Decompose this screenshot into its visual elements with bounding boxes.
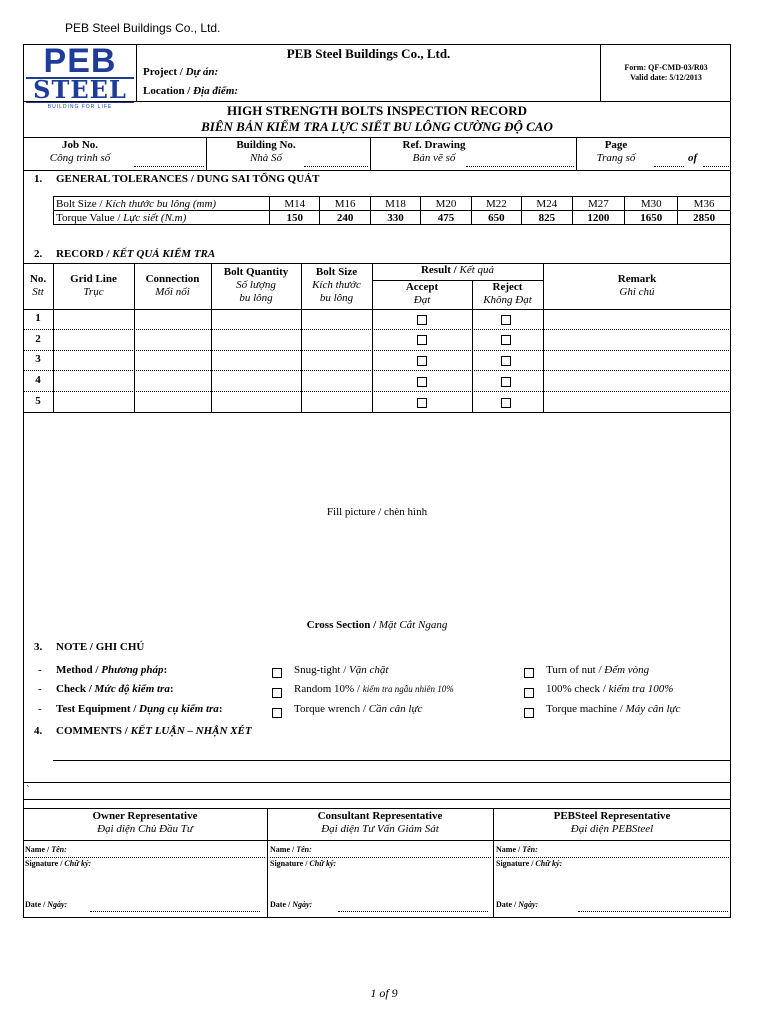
- col-accept: Accept: [405, 281, 439, 293]
- table-row: 3: [35, 353, 41, 365]
- torque-cell: 2850: [678, 211, 731, 225]
- size-cell: M16: [320, 197, 370, 211]
- building-no-label: Building No.: [236, 139, 296, 151]
- section1-number: 1.: [34, 173, 43, 185]
- consultant-date-label: Date / Ngày:: [270, 900, 313, 909]
- accept-checkbox[interactable]: [417, 315, 427, 325]
- torque-wrench-option: Torque wrench / Cần cân lực: [294, 703, 423, 715]
- col-accept-vi: Đạt: [413, 294, 431, 306]
- table-row: 2: [35, 333, 41, 345]
- reject-checkbox[interactable]: [501, 356, 511, 366]
- torque-cell: 1650: [625, 211, 678, 225]
- page-label-vi: Trang số: [596, 152, 636, 164]
- table-row: 5: [35, 395, 41, 407]
- section2-title: RECORD / KẾT QUẢ KIỂM TRA: [56, 248, 216, 260]
- check-100-checkbox[interactable]: [524, 688, 534, 698]
- torque-wrench-checkbox[interactable]: [272, 708, 282, 718]
- section3-number: 3.: [34, 641, 43, 653]
- accept-checkbox[interactable]: [417, 377, 427, 387]
- size-cell: M20: [421, 197, 471, 211]
- cross-section-label: Cross Section / Mặt Cắt Ngang: [306, 619, 448, 631]
- owner-name-label: Name / Tên:: [25, 845, 67, 854]
- pebsteel-name-label: Name / Tên:: [496, 845, 538, 854]
- consultant-rep-title: Consultant Representative: [317, 810, 443, 822]
- pebsteel-date-field[interactable]: [578, 911, 728, 912]
- size-cell: M24: [522, 197, 572, 211]
- reject-checkbox[interactable]: [501, 377, 511, 387]
- page-header: PEB Steel Buildings Co., Ltd.: [65, 21, 221, 35]
- reject-checkbox[interactable]: [501, 335, 511, 345]
- section3-title: NOTE / GHI CHÚ: [56, 641, 145, 653]
- col-reject: Reject: [492, 281, 523, 293]
- job-no-field[interactable]: [134, 166, 204, 167]
- picture-placeholder[interactable]: Fill picture / chèn hình: [326, 506, 428, 518]
- company-name: PEB Steel Buildings Co., Ltd.: [286, 46, 451, 61]
- col-reject-vi: Không Đạt: [483, 294, 532, 306]
- col-bolt-quantity-vi1: Số lượng: [236, 279, 276, 291]
- consultant-name-field[interactable]: [270, 857, 491, 858]
- turn-of-nut-checkbox[interactable]: [524, 668, 534, 678]
- snug-tight-option: Snug-tight / Vặn chặt: [294, 664, 389, 676]
- col-bolt-size-vi1: Kích thước: [312, 279, 361, 291]
- check-label: Check / Mức độ kiểm tra:: [56, 683, 174, 695]
- bolt-size-label: Bolt Size / Kích thước bu lông (mm): [54, 197, 270, 211]
- col-remark: Remark: [617, 273, 657, 285]
- company-logo: [26, 42, 134, 110]
- pebsteel-name-field[interactable]: [496, 857, 729, 858]
- owner-date-label: Date / Ngày:: [25, 900, 68, 909]
- consultant-rep-title-vi: Đại diện Tư Vấn Giám Sát: [321, 823, 439, 835]
- col-no-vi: Stt: [32, 286, 44, 298]
- form-code: Form: QF-CMD-03/R03: [624, 63, 708, 72]
- building-no-field[interactable]: [304, 166, 368, 167]
- job-no-label-vi: Công trình số: [49, 152, 111, 164]
- col-remark-vi: Ghi chú: [619, 286, 655, 298]
- page-label: Page: [604, 139, 628, 151]
- size-cell: M27: [572, 197, 625, 211]
- check-100-option: 100% check / kiểm tra 100%: [546, 683, 674, 695]
- col-connection-vi: Mối nối: [155, 286, 190, 298]
- col-connection: Connection: [145, 273, 200, 285]
- ref-drawing-label: Ref. Drawing: [402, 139, 466, 151]
- owner-rep-title-vi: Đại diện Chủ Đầu Tư: [97, 823, 193, 835]
- torque-machine-checkbox[interactable]: [524, 708, 534, 718]
- consultant-date-field[interactable]: [338, 911, 488, 912]
- page-field[interactable]: [654, 166, 684, 167]
- method-label: Method / Phương pháp:: [56, 664, 168, 676]
- logo-steel-text: STEEL: [33, 75, 127, 104]
- table-row: 4: [35, 374, 41, 386]
- accept-checkbox[interactable]: [417, 356, 427, 366]
- pebsteel-signature-label: Signature / Chữ ký:: [496, 859, 563, 868]
- page-number: 1 of 9: [370, 986, 398, 1000]
- consultant-name-label: Name / Tên:: [270, 845, 312, 854]
- pebsteel-rep-title: PEBSteel Representative: [553, 810, 671, 822]
- accept-checkbox[interactable]: [417, 398, 427, 408]
- job-no-label: Job No.: [61, 139, 99, 151]
- turn-of-nut-option: Turn of nut / Đếm vòng: [546, 664, 650, 676]
- col-result: Result / Kết quả: [420, 264, 495, 276]
- form-title-en: HIGH STRENGTH BOLTS INSPECTION RECORD: [226, 103, 528, 118]
- col-bolt-quantity-vi2: bu lông: [239, 292, 273, 304]
- col-grid-line-vi: Trục: [83, 286, 104, 298]
- page-of-label: of: [688, 152, 698, 164]
- owner-name-field[interactable]: [25, 857, 265, 858]
- valid-date: Valid date: 5/12/2013: [630, 73, 702, 82]
- section4-title: COMMENTS / KẾT LUẬN – NHẬN XÉT: [56, 725, 252, 737]
- ref-drawing-label-vi: Bản vẽ số: [412, 152, 456, 164]
- section1-title: GENERAL TOLERANCES / DUNG SAI TỔNG QUÁT: [56, 173, 320, 185]
- pebsteel-rep-title-vi: Đại diện PEBSteel: [570, 823, 654, 835]
- torque-cell: 650: [471, 211, 521, 225]
- col-bolt-size: Bolt Size: [315, 266, 358, 278]
- building-no-label-vi: Nhà Số: [249, 152, 283, 164]
- test-equipment-label: Test Equipment / Dụng cụ kiểm tra:: [56, 703, 223, 715]
- stray-mark: `: [26, 784, 30, 796]
- random-10-option: Random 10% / kiểm tra ngẫu nhiên 10%: [294, 683, 454, 695]
- tolerance-table: [53, 196, 731, 225]
- owner-date-field[interactable]: [90, 911, 260, 912]
- ref-drawing-field[interactable]: [466, 166, 574, 167]
- torque-cell: 150: [270, 211, 320, 225]
- torque-cell: 1200: [572, 211, 625, 225]
- bolt-size-row: [54, 197, 731, 211]
- pebsteel-date-label: Date / Ngày:: [496, 900, 539, 909]
- project-label: Project / Dự án:: [143, 66, 219, 78]
- col-bolt-size-vi2: bu lông: [319, 292, 354, 304]
- section4-number: 4.: [34, 725, 43, 737]
- logo-tagline: BUILDING FOR LIFE: [47, 104, 113, 110]
- comments-line[interactable]: [53, 760, 731, 761]
- snug-tight-checkbox[interactable]: [272, 668, 282, 678]
- col-bolt-quantity: Bolt Quantity: [223, 266, 289, 278]
- torque-label: Torque Value / Lực siết (N.m): [54, 211, 270, 225]
- logo-peb-text: PEB: [43, 42, 117, 80]
- size-cell: M22: [471, 197, 521, 211]
- consultant-signature-label: Signature / Chữ ký:: [270, 859, 337, 868]
- torque-machine-option: Torque machine / Máy cân lực: [546, 703, 681, 715]
- form-title-vi: BIÊN BẢN KIỂM TRA LỰC SIẾT BU LÔNG CƯỜNG ĐỘ CAO: [201, 119, 553, 134]
- size-cell: M14: [270, 197, 320, 211]
- torque-row: [54, 211, 731, 225]
- torque-cell: 240: [320, 211, 370, 225]
- col-no: No.: [29, 273, 47, 285]
- torque-cell: 330: [370, 211, 420, 225]
- table-row: 1: [35, 312, 41, 324]
- torque-cell: 825: [522, 211, 572, 225]
- torque-cell: 475: [421, 211, 471, 225]
- reject-checkbox[interactable]: [501, 315, 511, 325]
- owner-rep-title: Owner Representative: [92, 810, 198, 822]
- owner-signature-label: Signature / Chữ ký:: [25, 859, 92, 868]
- random-10-checkbox[interactable]: [272, 688, 282, 698]
- size-cell: M30: [625, 197, 678, 211]
- col-grid-line: Grid Line: [70, 273, 117, 285]
- section2-number: 2.: [34, 248, 43, 260]
- page-total-field[interactable]: [703, 166, 729, 167]
- accept-checkbox[interactable]: [417, 335, 427, 345]
- reject-checkbox[interactable]: [501, 398, 511, 408]
- location-label: Location / Địa điểm:: [143, 85, 239, 97]
- size-cell: M18: [370, 197, 420, 211]
- size-cell: M36: [678, 197, 731, 211]
